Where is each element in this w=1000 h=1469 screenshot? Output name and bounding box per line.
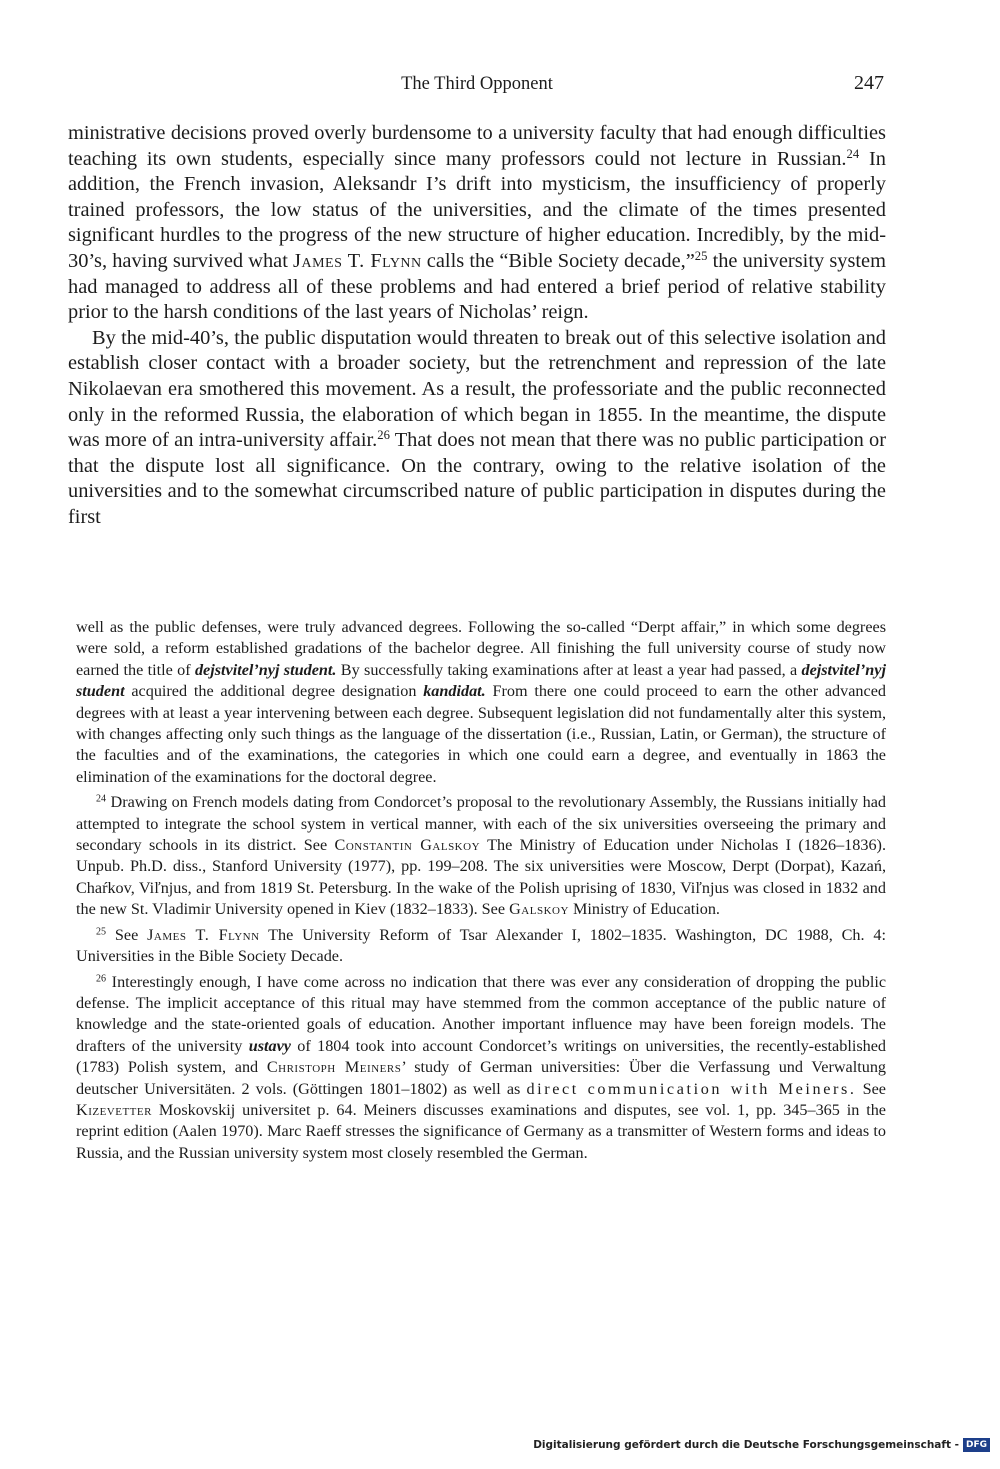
text-run: Moskovskij universitet p. 64. Meiners discusses examinations and disputes, see vol. 1, pp. 345–365 in the reprint edition (Aalen 1970). Marc Raeff stresses the significance of Germany as a transmitter of Western forms and ideas to Russia, and the Russian university system most closely resembled the German. bbox=[76, 1100, 886, 1162]
text-run: The University Reform of Tsar Alexander I, 1802–1835. Washington, DC 1988, Ch. 4: Universities in the Bible Society Decade. bbox=[76, 925, 887, 966]
footnotes bbox=[76, 617, 886, 1164]
footnote-number: 26 bbox=[96, 972, 107, 984]
author-name: Kizevetter bbox=[76, 1100, 152, 1119]
text-run: See bbox=[856, 1079, 886, 1098]
footnote-number: 25 bbox=[96, 926, 107, 938]
digitization-credit bbox=[533, 1438, 990, 1452]
spaced-emphasis: direct communication with Meiners. bbox=[526, 1079, 857, 1098]
body-text bbox=[68, 121, 886, 531]
footnote-continuation bbox=[76, 617, 886, 788]
text-run: Ministry of Education. bbox=[568, 900, 720, 919]
credit-text: Digitalisierung gefördert durch die Deutsche Forschungsgemeinschaft - bbox=[533, 1439, 959, 1451]
author-name: James T. Flynn bbox=[293, 249, 422, 272]
footnote-25 bbox=[76, 925, 886, 968]
author-name: Constantin Galskoy bbox=[334, 836, 481, 855]
footnote-24 bbox=[76, 792, 886, 920]
running-head bbox=[68, 72, 886, 102]
author-name: James T. Flynn bbox=[147, 925, 260, 944]
dfg-logo: DFG bbox=[963, 1438, 990, 1452]
footnote-ref-26: 26 bbox=[377, 428, 390, 443]
chapter-title: The Third Opponent bbox=[401, 74, 553, 94]
footnote-number: 24 bbox=[96, 793, 107, 805]
text-run: The Ministry of Education under Nicholas I (1826–1836). Unpub. Ph.D. diss., Stanford University (1977), pp. 199–208. The six universities were Moscow, Derpt (Dorpat), Kazań, Chaŕkov, Viľnjus, and from 1819 St. Petersburg. In the wake of the Polish uprising of 1830, Viľnjus was closed in 1832 and the new St. Vladimir University opened in Kiev (1832–1833). See bbox=[76, 836, 886, 919]
paragraph-2 bbox=[68, 326, 886, 531]
text-run: acquired the additional degree designation bbox=[124, 682, 424, 701]
term: ustavy bbox=[248, 1036, 291, 1055]
text-run: well as the public defenses, were truly advanced degrees. Following the so-called “Derpt affair,” in which some degrees were sold, a reform established gradations of the bachelor degree. All finishing the full university course of study now earned the title of bbox=[76, 618, 886, 679]
paragraph-1 bbox=[68, 121, 886, 326]
text-run: See bbox=[106, 925, 148, 944]
text-run: That does not mean that there was no public participation or that the dispute lost all significance. On the contrary, owing to the relative isolation of the universities and to the somewhat circumscribed nature of public participation in disputes during the first bbox=[68, 429, 886, 528]
text-run: of 1804 took into account Condorcet’s writings on universities, the recently-established (1783) Polish system, and bbox=[76, 1036, 887, 1077]
text-run: ministrative decisions proved overly burdensome to a university faculty that had enough difficulties teaching its own students, especially since many professors could not lecture in Russian. bbox=[68, 122, 886, 170]
text-run: Interestingly enough, I have come across no indication that there was ever any consideration of dropping the public defense. The implicit acceptance of this ritual may have stemmed from the common acceptance of the public nature of knowledge and the state-oriented goals of education. Another important influence may have been foreign models. The drafters of the university bbox=[76, 972, 886, 1055]
footnote-26 bbox=[76, 972, 886, 1165]
text-run: By the mid-40’s, the public disputation would threaten to break out of this selective isolation and establish closer contact with a broader society, but the retrenchment and repression of the late Nikolaevan era smothered this movement. As a result, the professoriate and the public reconnected only in the reformed Russia, the elaboration of which began in 1855. In the meantime, the dispute was more of an intra-university affair. bbox=[68, 326, 886, 452]
text-run: the university system had managed to address all of these problems and had entered a brief period of relative stability prior to the harsh conditions of the last years of Nicholas’ reign. bbox=[68, 249, 886, 324]
term: kandidat. bbox=[423, 682, 486, 701]
text-run: ’ study of German universities: Über die Verfassung und Verwaltung deutscher Universitäten. 2 vols. (Göttingen 1801–1802) as well as bbox=[76, 1058, 887, 1098]
term: dejstvitel’nyj student bbox=[76, 660, 886, 701]
term: dejstvitel’nyj student. bbox=[194, 660, 337, 679]
footnote-ref-24: 24 bbox=[846, 146, 860, 161]
author-name: Galskoy bbox=[509, 900, 569, 919]
text-run: calls the “Bible Society decade,” bbox=[421, 249, 695, 272]
page-number: 247 bbox=[854, 72, 884, 94]
text-run: From there one could proceed to earn the other advanced degrees with at least a year intervening between each degree. Subsequent legislation did not fundamentally alter this system, with changes affecting only such things as the language of the dissertation (i.e., Russian, Latin, or German), the structure of the faculties and of the examinations, the categories in which one could earn a degree, and eventually in 1863 the elimination of the examinations for the doctoral degree. bbox=[76, 682, 886, 786]
text-run: By successfully taking examinations after at least a year had passed, a bbox=[336, 660, 802, 679]
text-run: Drawing on French models dating from Condorcet’s proposal to the revolutionary Assembly, the Russians initially had attempted to integrate the school system in vertical manner, with each of the six universities overseeing the primary and secondary schools in its district. See bbox=[76, 793, 886, 855]
author-name: Christoph Meiners bbox=[266, 1058, 402, 1077]
footnote-ref-25: 25 bbox=[694, 249, 708, 264]
text-run: In addition, the French invasion, Aleksandr I’s drift into mysticism, the insufficiency of properly trained professors, the low status of the universities, and the climate of the times presented significant hurdles to the progress of the new structure of higher education. Incredibly, by the mid-30’s, having survived what bbox=[68, 147, 886, 272]
